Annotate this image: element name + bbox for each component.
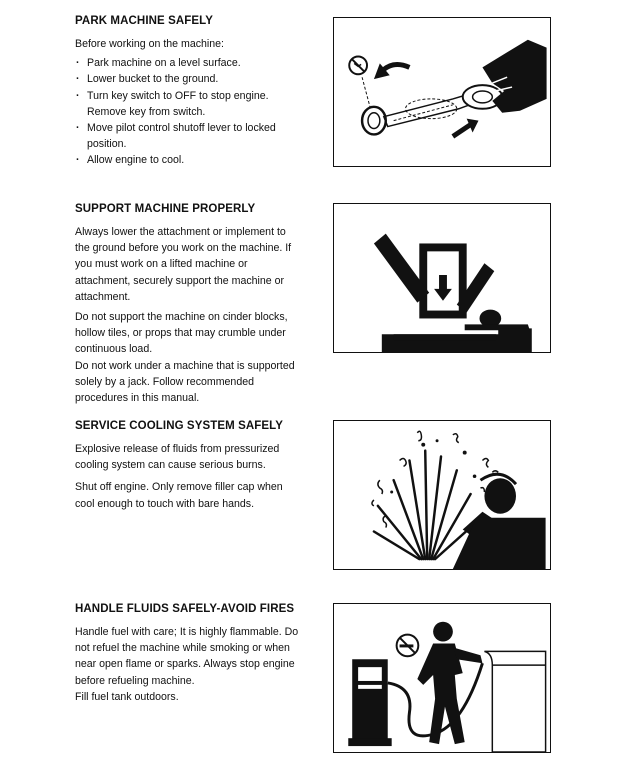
bullet-list — [75, 55, 303, 168]
section-heading: SERVICE COOLING SYSTEM SAFELY — [75, 420, 284, 432]
section-text — [75, 420, 303, 516]
paragraph: Fill fuel tank outdoors. — [75, 690, 179, 703]
intro-text: Before working on the machine: — [75, 38, 224, 50]
list-item: · Move pilot control shutoff lever to locked position. — [75, 120, 303, 152]
key-removal-illustration — [333, 17, 551, 167]
crush-hazard-illustration — [333, 203, 551, 353]
list-item: · Turn key switch to OFF to stop engine. Remove key from switch. — [75, 88, 303, 120]
section-text — [75, 15, 303, 169]
list-item: · Park machine on a level surface. — [75, 55, 303, 71]
paragraph: Explosive release of fluids from pressurized cooling system can cause serious burns. — [75, 443, 280, 472]
crush-hazard-icon — [334, 204, 550, 352]
section-text — [75, 603, 303, 709]
list-item: · Lower bucket to the ground. — [75, 71, 303, 87]
section-heading: SUPPORT MACHINE PROPERLY — [75, 203, 256, 215]
list-item: · Allow engine to cool. — [75, 152, 303, 168]
paragraph: Do not support the machine on cinder blocks, hollow tiles, or props that may crumble under continuous load. — [75, 311, 288, 356]
paragraph: Handle fuel with care; It is highly flammable. Do not refuel the machine while smoking or when near open flame or sparks. Always stop engine before refueling machine. — [75, 626, 299, 687]
paragraph: Shut off engine. Only remove filler cap when cool enough to touch with bare hands. — [75, 481, 283, 510]
fuel-pump-icon — [334, 604, 550, 752]
cooling-burn-illustration — [333, 420, 551, 570]
explosion-icon — [334, 421, 550, 569]
section-text — [75, 203, 303, 410]
section-heading: PARK MACHINE SAFELY — [75, 15, 213, 27]
paragraph: Always lower the attachment or implement to the ground before you work on the machine. If you must work on a lifted machine or attachment, securely support the machine or attachment. — [75, 226, 292, 303]
section-heading: HANDLE FLUIDS SAFELY-AVOID FIRES — [75, 603, 295, 615]
key-switch-icon — [334, 18, 550, 166]
paragraph: Do not work under a machine that is supported solely by a jack. Follow recommended procedures in this manual. — [75, 359, 295, 405]
refuel-illustration — [333, 603, 551, 753]
